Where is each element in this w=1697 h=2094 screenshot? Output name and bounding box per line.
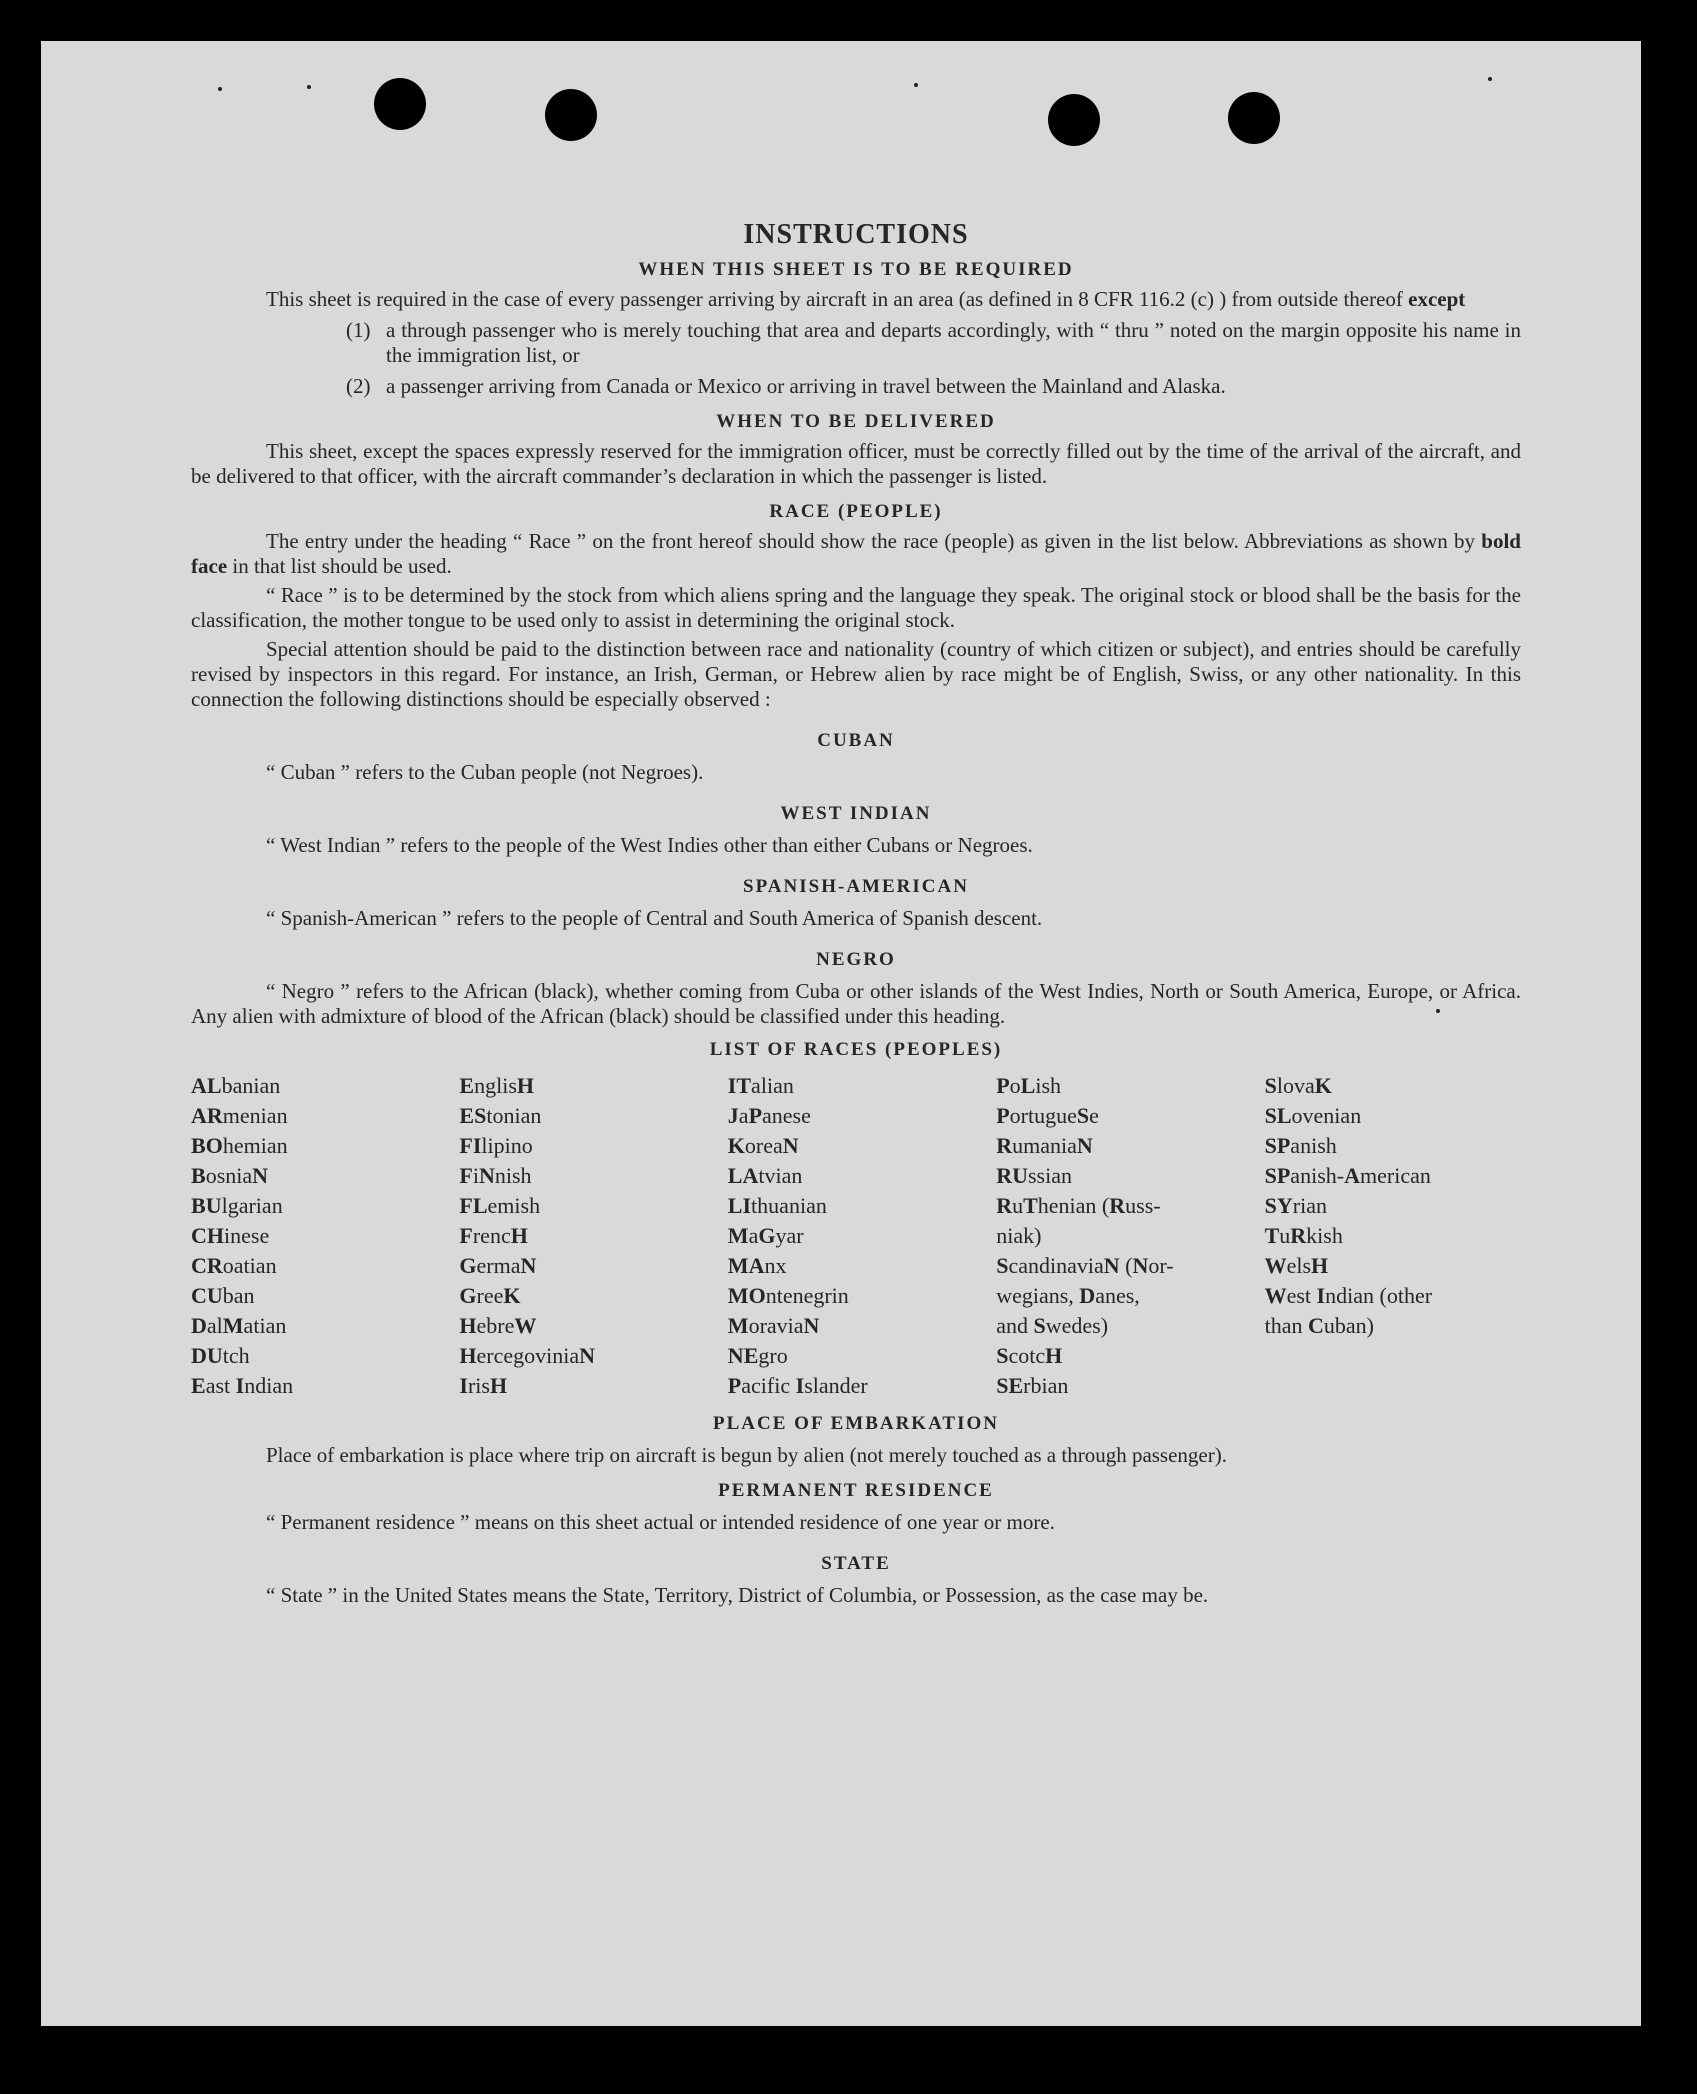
race-entry: RuThenian (Russ- niak) [996, 1193, 1161, 1248]
race-entry: SlovaK [1264, 1073, 1332, 1098]
race-entry: EnglisH [459, 1073, 535, 1098]
race-entry: SYrian [1264, 1193, 1327, 1218]
race-entry: MOntenegrin [727, 1283, 849, 1308]
race-entry: BUlgarian [191, 1193, 283, 1218]
heading-negro: NEGRO [816, 949, 896, 970]
heading-delivered: WHEN TO BE DELIVERED [716, 411, 996, 432]
race-entry: DUtch [191, 1343, 250, 1368]
race-entry: EStonian [459, 1103, 542, 1128]
punch-hole [1228, 92, 1280, 144]
required-item-text: a passenger arriving from Canada or Mexico or arriving in travel between the Mainland and Alaska. [386, 374, 1226, 398]
delivered-text: This sheet, except the spaces expressly reserved for the immigration officer, must be correctly filled out by the time of the arrival of the aircraft, and be delivered to that officer, with the aircraft commander’s declaration in which the passenger is listed. [191, 439, 1521, 488]
race-entry: ALbanian [191, 1073, 281, 1098]
punch-hole [374, 78, 426, 130]
race-entry: JaPanese [727, 1103, 811, 1128]
race-entry: LIthuanian [727, 1193, 827, 1218]
instructions-content [191, 173, 1521, 1608]
embarkation-text: Place of embarkation is place where trip on aircraft is begun by alien (not merely touched as a through passenger). [266, 1443, 1227, 1467]
race-entry: ITalian [727, 1073, 794, 1098]
heading-required: WHEN THIS SHEET IS TO BE REQUIRED [638, 259, 1074, 280]
punch-hole [1048, 94, 1100, 146]
race-entry: KoreaN [727, 1133, 799, 1158]
race-entry: FIlipino [459, 1133, 533, 1158]
race-entry: BosniaN [191, 1163, 269, 1188]
race-entry: RumaniaN [996, 1133, 1093, 1158]
punch-hole [545, 89, 597, 141]
race-entry: NEgro [727, 1343, 788, 1368]
race-entry: ARmenian [191, 1103, 288, 1128]
page-title: INSTRUCTIONS [743, 219, 969, 250]
race-entry: SErbian [996, 1373, 1069, 1398]
races-column [1265, 1071, 1521, 1401]
required-intro-bold: except [1408, 287, 1466, 311]
race-entry: Pacific Islander [727, 1373, 868, 1398]
heading-state: STATE [821, 1553, 891, 1574]
required-item-text: a through passenger who is merely touching that area and departs accordingly, with “ thru ” noted on the margin opposite his name in the immigration list, or [386, 318, 1521, 367]
race-entry: CHinese [191, 1223, 270, 1248]
heading-west-indian: WEST INDIAN [780, 803, 932, 824]
races-column [996, 1071, 1252, 1401]
race-entry: ScotcH [996, 1343, 1063, 1368]
speck [1488, 77, 1492, 81]
races-column [191, 1071, 447, 1401]
race-entry: FLemish [459, 1193, 541, 1218]
heading-residence: PERMANENT RESIDENCE [718, 1480, 994, 1501]
race-entry: CRoatian [191, 1253, 277, 1278]
heading-list-of-races: LIST OF RACES (PEOPLES) [709, 1039, 1003, 1060]
required-item-number: (1) [346, 318, 371, 342]
speck [218, 87, 222, 91]
heading-embarkation: PLACE OF EMBARKATION [713, 1413, 999, 1434]
race-entry: CUban [191, 1283, 255, 1308]
race-entry: ScandinaviaN (Nor- wegians, Danes, and Swedes) [996, 1253, 1174, 1338]
race-entry: HercegoviniaN [459, 1343, 596, 1368]
race-entry: SLovenian [1264, 1103, 1362, 1128]
heading-race: RACE (PEOPLE) [769, 501, 943, 522]
race-entry: DalMatian [191, 1313, 287, 1338]
race-paragraph-1 [191, 529, 1521, 579]
race-entry: FrencH [459, 1223, 528, 1248]
required-intro [191, 287, 1521, 312]
race-entry: WelsH [1264, 1253, 1329, 1278]
speck [914, 83, 918, 87]
race-p1-text-a: The entry under the heading “ Race ” on the front hereof should show the race (people) as given in the list below. Abbreviations as shown by [266, 529, 1476, 553]
race-entry: East Indian [191, 1373, 294, 1398]
race-entry: MaGyar [727, 1223, 804, 1248]
required-item-number: (2) [346, 374, 371, 398]
negro-text: “ Negro ” refers to the African (black), whether coming from Cuba or other islands of the West Indies, North or South America, Europe, or Africa. Any alien with admixture of blood of the African (black) should be classified under this heading. [191, 979, 1521, 1028]
race-entry: West Indian (other than Cuban) [1264, 1283, 1433, 1338]
required-item [346, 374, 1521, 399]
race-entry: PortugueSe [996, 1103, 1099, 1128]
race-paragraph-3: Special attention should be paid to the distinction between race and nationality (country of which citizen or subject), and entries should be carefully revised by inspectors in this regard. For instance, an Irish, German, or Hebrew alien by race might be of English, Swiss, or any other nationality. In this connection the following distinctions should be especially observed : [191, 637, 1521, 711]
race-entry: LAtvian [727, 1163, 803, 1188]
race-entry: PoLish [996, 1073, 1062, 1098]
race-entry: BOhemian [191, 1133, 288, 1158]
required-item [346, 318, 1521, 368]
race-paragraph-2: “ Race ” is to be determined by the stock from which aliens spring and the language they speak. The original stock or blood shall be the basis for the classification, the mother tongue to be used only to assist in determining the original stock. [191, 583, 1521, 632]
heading-spanish-american: SPANISH-AMERICAN [743, 876, 969, 897]
race-p1-bold: bold face [191, 529, 1521, 578]
race-entry: SPanish-American [1264, 1163, 1431, 1188]
race-entry: GermaN [459, 1253, 537, 1278]
race-entry: RUssian [996, 1163, 1072, 1188]
races-column [728, 1071, 984, 1401]
residence-text: “ Permanent residence ” means on this sheet actual or intended residence of one year or more. [266, 1510, 1055, 1534]
race-entry: GreeK [459, 1283, 521, 1308]
race-entry: TuRkish [1264, 1223, 1343, 1248]
heading-cuban: CUBAN [817, 730, 895, 751]
races-list [191, 1071, 1521, 1401]
state-text: “ State ” in the United States means the State, Territory, District of Columbia, or Possession, as the case may be. [266, 1583, 1209, 1607]
race-entry: SPanish [1264, 1133, 1337, 1158]
spanish-american-text: “ Spanish-American ” refers to the people of Central and South America of Spanish descent. [266, 906, 1043, 930]
speck [307, 85, 311, 89]
required-intro-text: This sheet is required in the case of every passenger arriving by aircraft in an area (as defined in 8 CFR 116.2 (c) ) from outside thereof [266, 287, 1403, 311]
races-column [459, 1071, 715, 1401]
race-entry: MAnx [727, 1253, 787, 1278]
race-entry: HebreW [459, 1313, 537, 1338]
document-sheet [41, 41, 1641, 2026]
cuban-text: “ Cuban ” refers to the Cuban people (not Negroes). [266, 760, 704, 784]
race-entry: IrisH [459, 1373, 508, 1398]
race-entry: MoraviaN [727, 1313, 820, 1338]
race-entry: FiNnish [459, 1163, 532, 1188]
race-p1-text-b: in that list should be used. [232, 554, 452, 578]
west-indian-text: “ West Indian ” refers to the people of the West Indies other than either Cubans or Negroes. [266, 833, 1033, 857]
